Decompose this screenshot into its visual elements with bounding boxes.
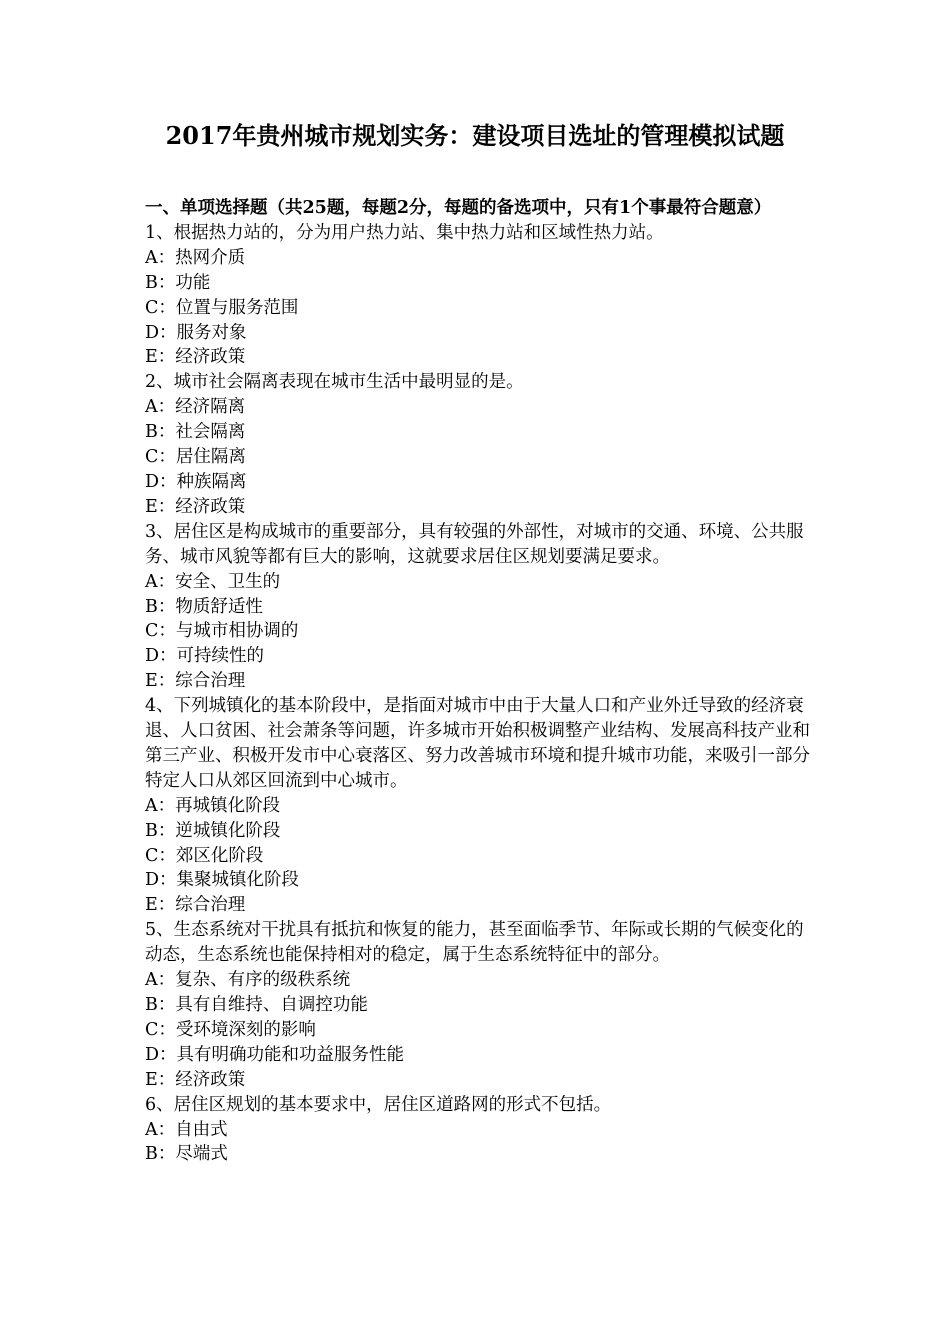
- answer-option: B：社会隔离: [145, 422, 246, 443]
- question-item: [145, 221, 815, 370]
- question-text: 4、下列城镇化的基本阶段中，是指面对城市中由于大量人口和产业外迁导致的经济衰退、人口贫困、社会萧条等问题，许多城市开始积极调整产业结构、发展高科技产业和第三产业、积极开发市中心衰落区、努力改善城市环境和提升城市功能，来吸引一部分特定人口从郊区回流到中心城市。: [145, 696, 810, 791]
- answer-option: D：具有明确功能和功益服务性能: [145, 1044, 405, 1065]
- answer-option: B：逆城镇化阶段: [145, 820, 281, 841]
- question-item: [145, 1093, 815, 1168]
- answer-option: E：经济政策: [145, 347, 246, 368]
- answer-option: A：复杂、有序的级秩系统: [145, 970, 351, 991]
- question-list: [145, 221, 815, 1167]
- answer-option: D：种族隔离: [145, 471, 247, 492]
- answer-option: A：安全、卫生的: [145, 571, 281, 592]
- document-body: [145, 196, 815, 1167]
- answer-option: E：综合治理: [145, 671, 246, 692]
- answer-option: A：经济隔离: [145, 397, 246, 418]
- answer-option: E：经济政策: [145, 1069, 246, 1090]
- answer-option: D：集聚城镇化阶段: [145, 870, 300, 891]
- answer-option: D：服务对象: [145, 322, 247, 343]
- answer-option: C：与城市相协调的: [145, 621, 299, 642]
- section-heading: 一、单项选择题（共25题，每题2分，每题的备选项中，只有1个事最符合题意）: [145, 198, 772, 218]
- answer-option: C：受环境深刻的影响: [145, 1019, 316, 1040]
- answer-option: B：物质舒适性: [145, 596, 263, 617]
- question-text: 5、生态系统对干扰具有抵抗和恢复的能力，甚至面临季节、年际或长期的气候变化的动态，生态系统也能保持相对的稳定，属于生态系统特征中的部分。: [145, 920, 804, 966]
- answer-option: A：自由式: [145, 1119, 228, 1140]
- question-text: 1、根据热力站的，分为用户热力站、集中热力站和区域性热力站。: [145, 222, 664, 243]
- question-item: [145, 694, 815, 918]
- answer-option: A：再城镇化阶段: [145, 795, 281, 816]
- document-title: 2017年贵州城市规划实务：建设项目选址的管理模拟试题: [165, 121, 785, 150]
- question-item: [145, 918, 815, 1092]
- answer-option: B：尽端式: [145, 1144, 228, 1165]
- answer-option: B：具有自维持、自调控功能: [145, 995, 368, 1015]
- question-item: [145, 520, 815, 694]
- answer-option: A：热网介质: [145, 247, 246, 268]
- question-text: 6、居住区规划的基本要求中，居住区道路网的形式不包括。: [145, 1094, 612, 1115]
- answer-option: D：可持续性的: [145, 646, 265, 667]
- question-text: 2、城市社会隔离表现在城市生活中最明显的是。: [145, 372, 524, 393]
- answer-option: E：经济政策: [145, 496, 246, 517]
- question-item: [145, 370, 815, 519]
- answer-option: E：综合治理: [145, 895, 246, 916]
- answer-option: B：功能: [145, 272, 211, 293]
- answer-option: C：居住隔离: [145, 447, 246, 468]
- answer-option: C：位置与服务范围: [145, 297, 299, 318]
- answer-option: C：郊区化阶段: [145, 845, 264, 866]
- question-text: 3、居住区是构成城市的重要部分，具有较强的外部性，对城市的交通、环境、公共服务、城市风貌等都有巨大的影响，这就要求居住区规划要满足要求。: [145, 521, 804, 567]
